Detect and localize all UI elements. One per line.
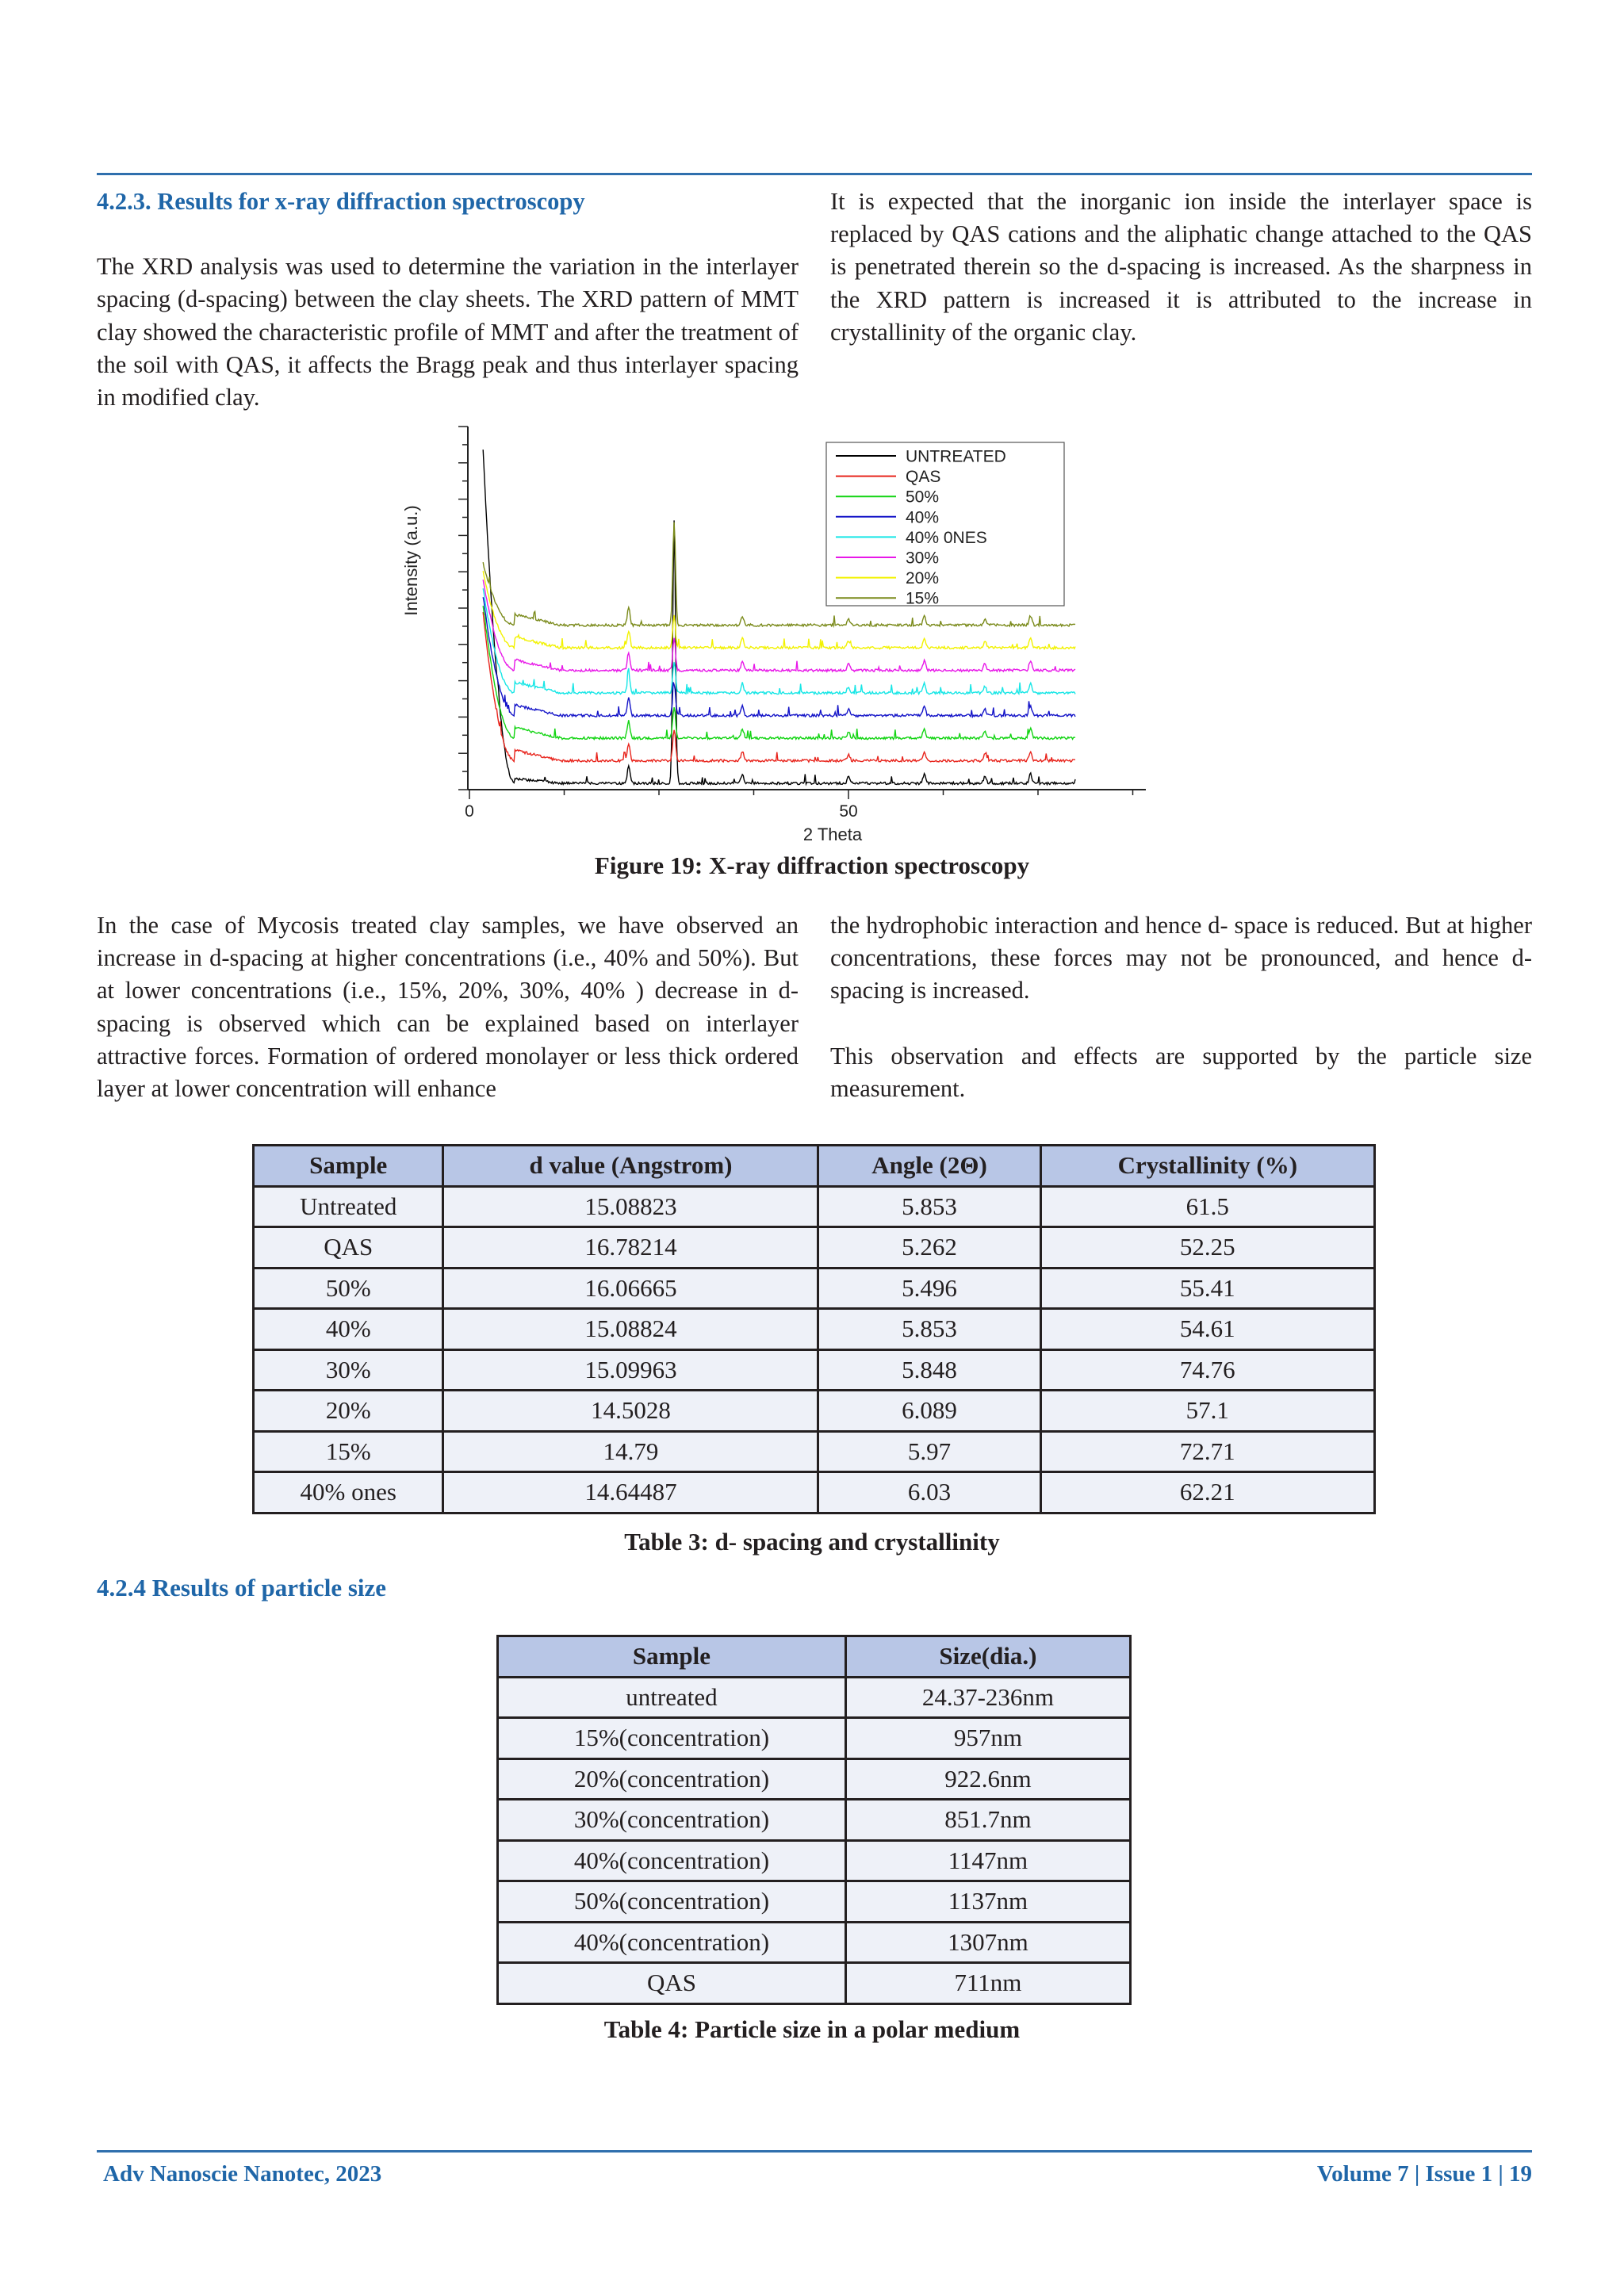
table-cell: 40%: [254, 1309, 443, 1350]
section-423-paragraph-right: It is expected that the inorganic ion inside the interlayer space is replaced by QAS cations and the aliphatic change attached to the QAS is penetrated therein so the d-spacing is increased. As the sharpness in the XRD pattern is increased it is attributed to the increase in crystallinity of the organic clay.: [830, 188, 1532, 346]
table-cell: 40% ones: [254, 1472, 443, 1513]
table-cell: 16.78214: [443, 1227, 818, 1269]
table-row: [498, 1963, 1131, 2004]
d-spacing-table: [252, 1144, 1376, 1514]
table-cell: 6.03: [818, 1472, 1040, 1513]
table-cell: 6.089: [818, 1391, 1040, 1432]
table-cell: 55.41: [1040, 1268, 1374, 1309]
legend-label: 30%: [906, 549, 940, 568]
x-tick-label: 50: [839, 802, 858, 821]
table-cell: 711nm: [845, 1963, 1130, 2004]
footer-journal: Adv Nanoscie Nanotec, 2023: [103, 2161, 382, 2187]
table-cell: 61.5: [1040, 1186, 1374, 1227]
table-cell: 74.76: [1040, 1349, 1374, 1391]
column-header: d value (Angstrom): [443, 1146, 818, 1187]
table-cell: 1147nm: [845, 1840, 1130, 1881]
table-cell: 16.06665: [443, 1268, 818, 1309]
section-423-heading: 4.2.3. Results for x-ray diffraction spectroscopy: [97, 188, 585, 215]
section-424-heading: 4.2.4 Results of particle size: [97, 1574, 387, 1601]
legend-label: 20%: [906, 569, 940, 588]
table-cell: 15%(concentration): [498, 1718, 846, 1759]
table-cell: 57.1: [1040, 1391, 1374, 1432]
table-cell: 15.08823: [443, 1186, 818, 1227]
footer-issue: Volume 7 | Issue 1 | 19: [1316, 2161, 1532, 2187]
table-body: [498, 1677, 1131, 2003]
xrd-chart: [389, 420, 1150, 848]
table-cell: 851.7nm: [845, 1800, 1130, 1841]
column-header: Crystallinity (%): [1040, 1146, 1374, 1187]
footer-rule: [97, 2150, 1532, 2152]
legend-label: QAS: [906, 468, 941, 487]
column-header: Size(dia.): [845, 1636, 1130, 1678]
table-row: [498, 1840, 1131, 1881]
section-423-paragraph-left: The XRD analysis was used to determine the variation in the interlayer spacing (d-spacing) between the clay sheets. The XRD pattern of MMT clay showed the characteristic profile of MMT and after the treatment of the soil with QAS, it affects the Bragg peak and thus interlayer spacing in modified clay.: [97, 253, 799, 411]
figure-19-caption: Figure 19: X-ray diffraction spectroscopy: [594, 851, 1030, 879]
section-2-paragraph-left: In the case of Mycosis treated clay samples, we have observed an increase in d-spacing at higher concentrations (i.e., 40% and 50%). But at lower concentrations (i.e., 15%, 20%, 30%, 40% ) decrease in d-spacing is observed which can be explained based on interlayer attractive forces. Formation of ordered monolayer or less thick ordered layer at lower concentration will enhance: [97, 912, 799, 1103]
table-cell: 62.21: [1040, 1472, 1374, 1513]
table-header-row: [498, 1636, 1131, 1678]
table-cell: 5.853: [818, 1309, 1040, 1350]
legend-label: 40% 0NES: [906, 528, 987, 547]
legend-label: 40%: [906, 508, 940, 527]
section-2-paragraph-right-2: This observation and effects are supported by the particle size measurement.: [830, 1042, 1532, 1102]
section-2-left-column: [97, 909, 799, 1105]
section-2-right-column: [830, 909, 1532, 1105]
legend-label: UNTREATED: [906, 447, 1006, 466]
table-cell: 5.496: [818, 1268, 1040, 1309]
table-cell: 54.61: [1040, 1309, 1374, 1350]
table-cell: 957nm: [845, 1718, 1130, 1759]
table-cell: 5.848: [818, 1349, 1040, 1391]
table-row: [254, 1268, 1375, 1309]
table-4-caption: Table 4: Particle size in a polar medium: [603, 2015, 1021, 2043]
table-row: [498, 1922, 1131, 1963]
section-2-paragraph-right-1: the hydrophobic interaction and hence d- space is reduced. But at higher concentrations, these forces may not be pronounced, and hence d-spacing is increased.: [830, 912, 1532, 1004]
table-row: [498, 1881, 1131, 1923]
table-cell: 5.853: [818, 1186, 1040, 1227]
table-cell: 14.5028: [443, 1391, 818, 1432]
legend-label: 50%: [906, 488, 940, 507]
particle-size-table: [496, 1635, 1132, 2005]
table-cell: QAS: [498, 1963, 846, 2004]
table-row: [498, 1758, 1131, 1800]
table-row: [254, 1227, 1375, 1269]
table-row: [498, 1800, 1131, 1841]
table-cell: 14.64487: [443, 1472, 818, 1513]
x-axis-label: 2 Theta: [802, 825, 863, 844]
table-cell: 5.97: [818, 1431, 1040, 1472]
table-row: [254, 1472, 1375, 1513]
table-cell: 1307nm: [845, 1922, 1130, 1963]
table-cell: Untreated: [254, 1186, 443, 1227]
series-line: [483, 597, 1075, 717]
table-row: [254, 1186, 1375, 1227]
table-cell: 40%(concentration): [498, 1922, 846, 1963]
column-header: Sample: [498, 1636, 846, 1678]
table-cell: 922.6nm: [845, 1758, 1130, 1800]
header-rule: [97, 173, 1532, 175]
table-cell: 72.71: [1040, 1431, 1374, 1472]
table-row: [254, 1431, 1375, 1472]
table-row: [254, 1391, 1375, 1432]
table-3-caption: Table 3: d- spacing and crystallinity: [624, 1528, 1000, 1556]
table-cell: 30%: [254, 1349, 443, 1391]
column-header: Angle (2Θ): [818, 1146, 1040, 1187]
y-axis-label: Intensity (a.u.): [401, 505, 421, 616]
table-row: [254, 1349, 1375, 1391]
table-cell: 15.08824: [443, 1309, 818, 1350]
table-cell: 50%(concentration): [498, 1881, 846, 1923]
legend-box: [826, 442, 1064, 606]
table-cell: 24.37-236nm: [845, 1677, 1130, 1718]
section-423-right-column: [830, 186, 1532, 349]
table-cell: 15%: [254, 1431, 443, 1472]
table-cell: 1137nm: [845, 1881, 1130, 1923]
x-tick-label: 0: [465, 802, 474, 821]
table-cell: untreated: [498, 1677, 846, 1718]
table-header-row: [254, 1146, 1375, 1187]
table-cell: 5.262: [818, 1227, 1040, 1269]
table-cell: 20%(concentration): [498, 1758, 846, 1800]
table-cell: QAS: [254, 1227, 443, 1269]
table-cell: 15.09963: [443, 1349, 818, 1391]
table-cell: 30%(concentration): [498, 1800, 846, 1841]
table-cell: 50%: [254, 1268, 443, 1309]
table-cell: 52.25: [1040, 1227, 1374, 1269]
table-cell: 14.79: [443, 1431, 818, 1472]
table-row: [498, 1677, 1131, 1718]
table-cell: 40%(concentration): [498, 1840, 846, 1881]
column-header: Sample: [254, 1146, 443, 1187]
table-row: [254, 1309, 1375, 1350]
table-row: [498, 1718, 1131, 1759]
legend-label: 15%: [906, 589, 940, 608]
table-body: [254, 1186, 1375, 1513]
table-cell: 20%: [254, 1391, 443, 1432]
section-423-left-column: [97, 186, 799, 414]
